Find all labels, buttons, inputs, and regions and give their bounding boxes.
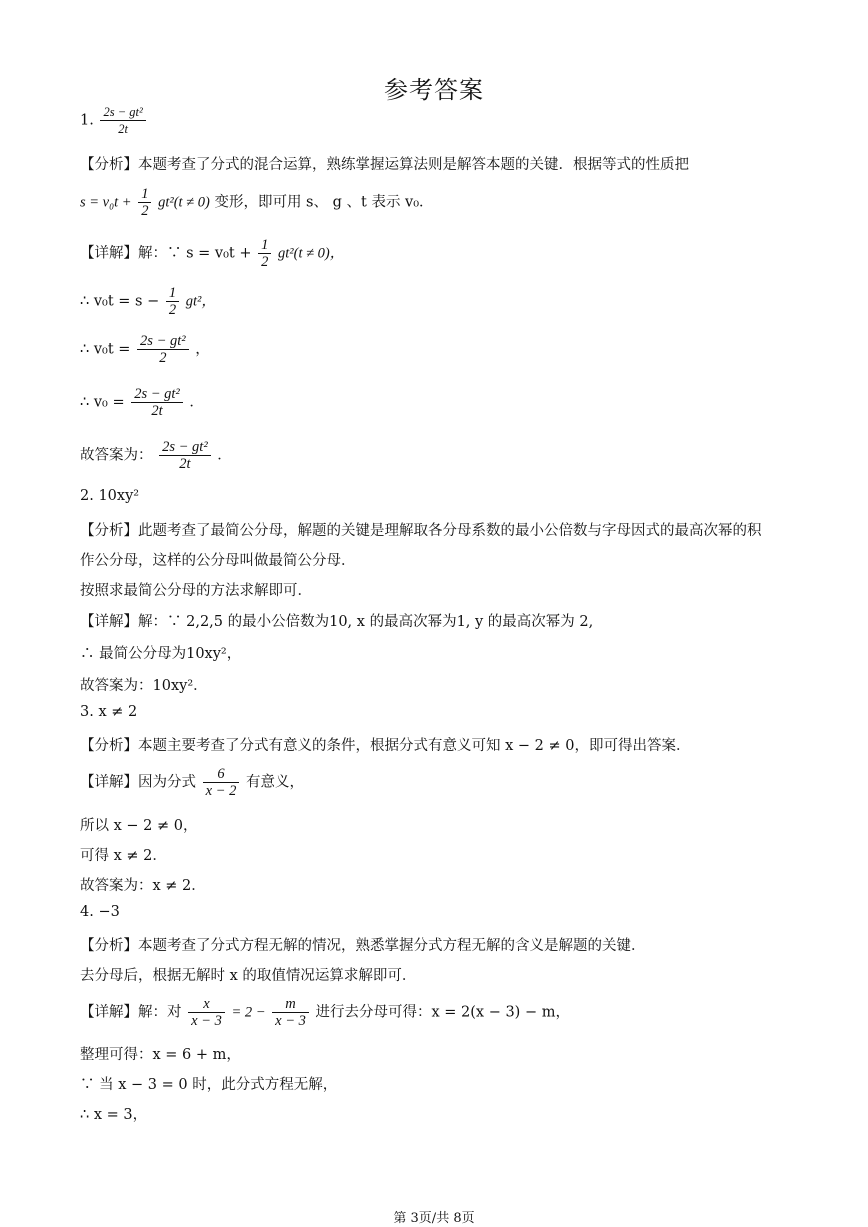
- q3-fraction: $\frac{6}{x - 2}$: [203, 766, 240, 799]
- half-fraction: $\frac{1}{2}$: [138, 186, 151, 219]
- q4-fraction-x: $\frac{x}{x - 3}$: [188, 996, 225, 1029]
- q1-detail: 【详解】解：∵ s = v₀t + $\frac{1}{2}$ gt²(t ≠ 0)，: [80, 237, 345, 270]
- q2-heading: 2. 10xy²: [80, 488, 140, 504]
- q2-analysis-1: 【分析】此题考查了最简公分母，解题的关键是理解取各分母系数的最小公倍数与字母因式的最高次幂的积: [80, 523, 762, 539]
- q4-step1: 整理可得：x = 6 + m，: [80, 1047, 241, 1063]
- q3-heading: 3. x ≠ 2: [80, 704, 138, 720]
- q2-analysis-3: 按照求最简公分母的方法求解即可．: [80, 583, 312, 599]
- q2-final: 故答案为：10xy²．: [80, 678, 208, 694]
- q4-detail: 【详解】解：对 $\frac{x}{x - 3}$ = 2 − $\frac{m}{x - 3}$ 进行去分母可得：x = 2(x − 3) − m，: [80, 996, 570, 1029]
- q4-step3: ∴ x = 3，: [80, 1107, 148, 1123]
- q4-heading: 4. −3: [80, 904, 120, 920]
- half-fraction: $\frac{1}{2}$: [258, 237, 271, 270]
- q1-analysis: 【分析】本题考查了分式的混合运算，熟练掌握运算法则是解答本题的关键．根据等式的性质把: [80, 157, 689, 173]
- q4-fraction-m: $\frac{m}{x - 3}$: [272, 996, 309, 1029]
- q2-step1: ∴ 最简公分母为10xy²，: [80, 646, 242, 662]
- step2-fraction: $\frac{\text{2s − gt²}}{2}$: [137, 333, 189, 366]
- q4-step2: ∵ 当 x − 3 = 0 时，此分式方程无解，: [80, 1077, 338, 1093]
- q3-step1: 所以 x − 2 ≠ 0，: [80, 818, 198, 834]
- q1-final: 故答案为： $\frac{\text{2s − gt²}}{2t}$ ．: [80, 439, 232, 472]
- q1-answer-fraction: $\frac{\text{2s − gt²}}{2t}$: [100, 104, 145, 137]
- q1-formula-line: s = v₀t + $\frac{1}{2}$ gt²(t ≠ 0) 变形，即可用 s、 g 、t 表示 v₀．: [80, 186, 434, 219]
- q2-detail: 【详解】解：∵ 2,2,5 的最小公倍数为10, x 的最高次幂为1, y 的最高次幂为 2,: [80, 614, 594, 630]
- step3-fraction: $\frac{\text{2s − gt²}}{2t}$: [131, 386, 183, 419]
- q2-analysis-2: 作公分母，这样的公分母叫做最简公分母．: [80, 553, 356, 569]
- q3-analysis: 【分析】本题主要考查了分式有意义的条件，根据分式有意义可知 x − 2 ≠ 0，即可得出答案．: [80, 738, 691, 754]
- page-footer: 第 3页/共 8页: [393, 1211, 475, 1226]
- q4-analysis-1: 【分析】本题考查了分式方程无解的情况，熟悉掌握分式方程无解的含义是解题的关键．: [80, 938, 646, 954]
- q3-step2: 可得 x ≠ 2．: [80, 848, 167, 864]
- q1-step3: ∴ v₀ = $\frac{\text{2s − gt²}}{2t}$ ．: [80, 386, 204, 419]
- q1-step2: ∴ v₀t = $\frac{\text{2s − gt²}}{2}$ ，: [80, 333, 210, 366]
- q1-heading: [80, 104, 148, 137]
- q3-final: 故答案为：x ≠ 2．: [80, 878, 206, 894]
- q4-analysis-2: 去分母后，根据无解时 x 的取值情况运算求解即可．: [80, 968, 417, 984]
- final-fraction: $\frac{\text{2s − gt²}}{2t}$: [159, 439, 211, 472]
- q1-number: 1.: [80, 112, 94, 129]
- q3-detail: 【详解】因为分式 $\frac{6}{x - 2}$ 有意义，: [80, 766, 304, 799]
- q1-step1: ∴ v₀t = s − $\frac{1}{2}$ gt²，: [80, 285, 216, 318]
- half-fraction: $\frac{1}{2}$: [166, 285, 179, 318]
- page-title: 参考答案: [384, 76, 484, 104]
